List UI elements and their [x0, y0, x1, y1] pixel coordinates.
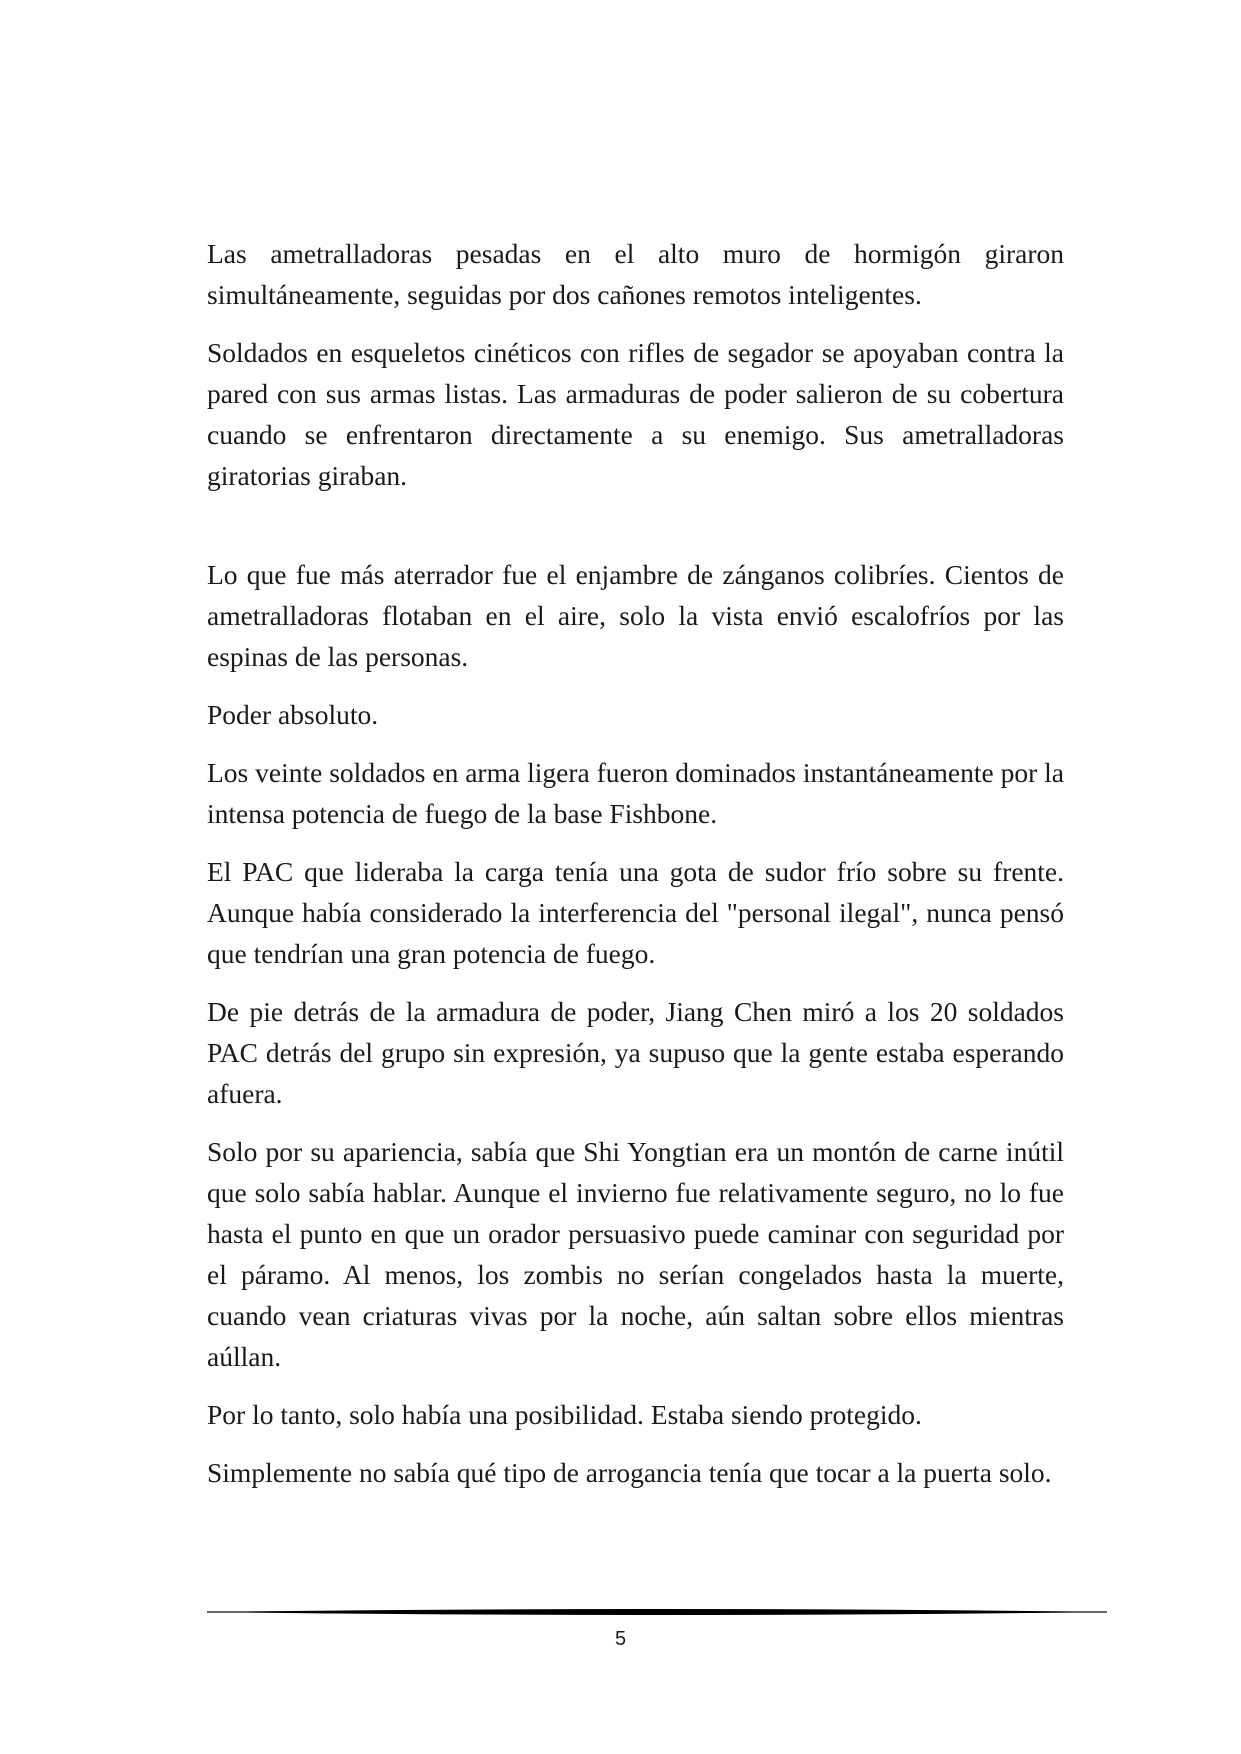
- paragraph: Poder absoluto.: [207, 699, 379, 730]
- paragraph: Los veinte soldados en arma ligera fueron dominados instantáneamente por la intensa potencia de fuego de la base Fishbone.: [207, 757, 1064, 829]
- footer-divider: [207, 1606, 1107, 1618]
- paragraph: Lo que fue más aterrador fue el enjambre de zánganos colibríes. Cientos de ametralladoras flotaban en el aire, solo la vista envió escalofríos por las espinas de las personas.: [207, 559, 1064, 672]
- paragraph: Solo por su apariencia, sabía que Shi Yongtian era un montón de carne inútil que solo sabía hablar. Aunque el invierno fue relativamente seguro, no lo fue hasta el punto en que un orador persuasivo puede caminar con seguridad por el páramo. Al menos, los zombis no serían congelados hasta la muerte, cuando vean criaturas vivas por la noche, aún saltan sobre ellos mientras aúllan.: [207, 1136, 1064, 1372]
- paragraph: Las ametralladoras pesadas en el alto muro de hormigón giraron simultáneamente, seguidas por dos cañones remotos inteligentes.: [207, 238, 1064, 310]
- paragraph: Simplemente no sabía qué tipo de arrogancia tenía que tocar a la puerta solo.: [207, 1457, 1052, 1488]
- paragraph: Por lo tanto, solo había una posibilidad. Estaba siendo protegido.: [207, 1399, 922, 1430]
- body-text: [207, 233, 1064, 1510]
- paragraph: El PAC que lideraba la carga tenía una gota de sudor frío sobre su frente. Aunque había considerado la interferencia del "personal ilegal", nunca pensó que tendrían una gran potencia de fuego.: [207, 856, 1064, 969]
- page-number: 5: [614, 1628, 627, 1650]
- paragraph: Soldados en esqueletos cinéticos con rifles de segador se apoyaban contra la pared con sus armas listas. Las armaduras de poder salieron de su cobertura cuando se enfrentaron directamente a su enemigo. Sus ametralladoras giratorias giraban.: [207, 337, 1064, 491]
- paragraph: De pie detrás de la armadura de poder, Jiang Chen miró a los 20 soldados PAC detrás del grupo sin expresión, ya supuso que la gente estaba esperando afuera.: [207, 996, 1064, 1109]
